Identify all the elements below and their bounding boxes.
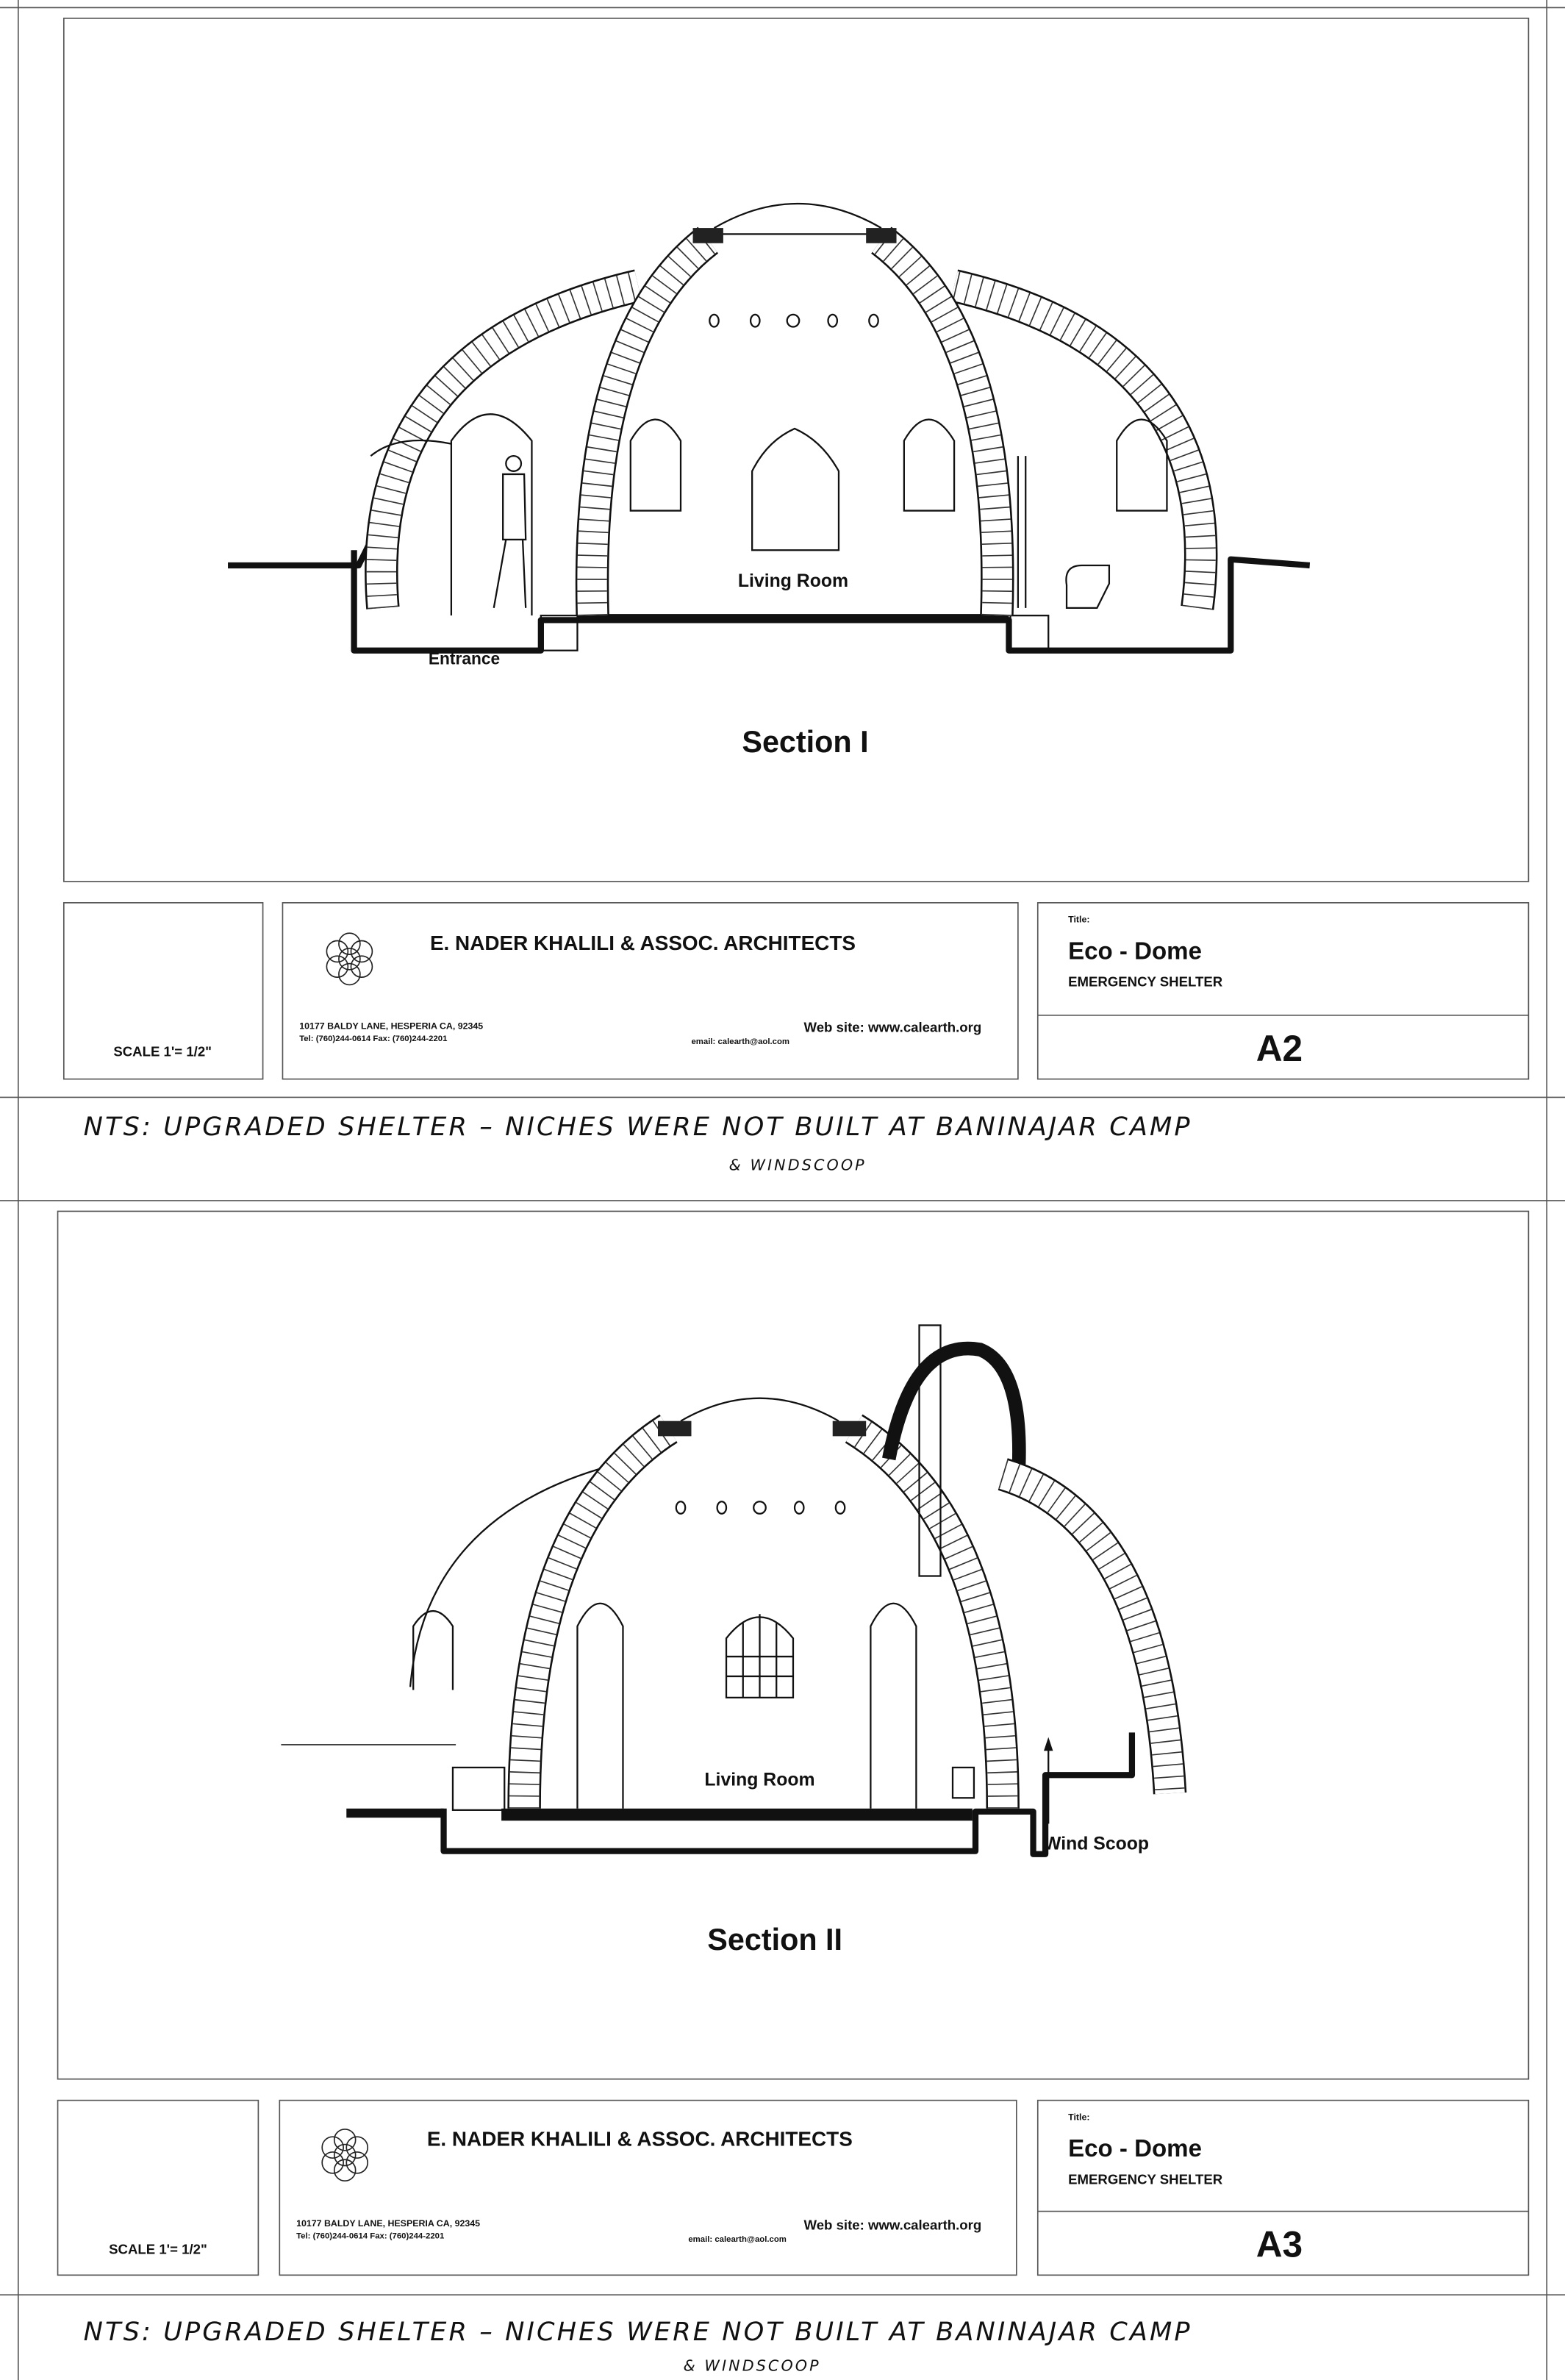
vent-holes	[709, 315, 878, 327]
handwritten-note-line2: & WINDSCOOP	[728, 1156, 867, 1174]
ring-beam	[693, 228, 723, 243]
sheet-number: A2	[1256, 1027, 1303, 1069]
skylight-cap	[681, 1398, 839, 1421]
toilet	[1066, 565, 1109, 608]
firm-phone: Tel: (760)244-0614 Fax: (760)244-2201	[296, 2231, 445, 2241]
section-title: Section II	[707, 1922, 843, 1956]
side-window	[413, 1611, 453, 1690]
ring-beam	[866, 228, 896, 243]
project-title: Eco - Dome	[1068, 2135, 1202, 2163]
entrance-label: Entrance	[428, 648, 501, 668]
firm-email[interactable]: email: calearth@aol.com	[691, 1037, 790, 1047]
project-title: Eco - Dome	[1068, 937, 1202, 965]
firm-email[interactable]: email: calearth@aol.com	[688, 2234, 787, 2244]
entrance-arch	[451, 414, 532, 615]
niche-door	[752, 429, 839, 550]
wind-scoop-label: Wind Scoop	[1044, 1834, 1150, 1854]
floor-slab	[577, 614, 1009, 623]
skylight-cap	[714, 204, 881, 228]
person-figure	[494, 456, 526, 608]
firm-logo	[326, 933, 372, 984]
section-ii-drawing	[281, 1325, 1170, 1956]
firm-name: E. NADER KHALILI & ASSOC. ARCHITECTS	[429, 931, 856, 954]
foundation	[354, 550, 1310, 650]
firm-website[interactable]: Web site: www.calearth.org	[803, 1019, 982, 1035]
scale-text: SCALE 1'= 1/2"	[109, 2241, 207, 2257]
niche-arch	[870, 1604, 916, 1809]
handwritten-note: NTS: UPGRADED SHELTER – NICHES WERE NOT BUILT AT BANINAJAR CAMP	[83, 2317, 1192, 2348]
window	[726, 1614, 793, 1698]
scale-text: SCALE 1'= 1/2"	[113, 1043, 212, 1059]
sheet-number: A3	[1256, 2223, 1303, 2265]
title-label: Title:	[1068, 2112, 1090, 2123]
firm-address: 10177 BALDY LANE, HESPERIA CA, 92345	[296, 2218, 481, 2229]
firm-name: E. NADER KHALILI & ASSOC. ARCHITECTS	[426, 2127, 853, 2151]
project-subtitle: EMERGENCY SHELTER	[1068, 2171, 1223, 2187]
handwritten-note-line2: & WINDSCOOP	[683, 2356, 821, 2375]
niche-arch	[577, 1604, 623, 1809]
handwritten-note: NTS: UPGRADED SHELTER – NICHES WERE NOT BUILT AT BANINAJAR CAMP	[83, 1112, 1192, 1143]
window	[904, 420, 954, 511]
footing	[1011, 615, 1049, 651]
window	[631, 420, 681, 511]
firm-box	[279, 2101, 1016, 2276]
ground-line	[228, 541, 370, 565]
foundation	[444, 1732, 1132, 1854]
room-label: Living Room	[737, 571, 849, 591]
firm-phone: Tel: (760)244-0614 Fax: (760)244-2201	[299, 1034, 448, 1043]
firm-logo	[322, 2129, 368, 2181]
firm-address: 10177 BALDY LANE, HESPERIA CA, 92345	[299, 1021, 484, 1032]
floor-slab	[501, 1809, 973, 1821]
sheet-a3	[58, 1211, 1529, 2374]
room-label: Living Room	[704, 1770, 815, 1790]
vent-holes	[676, 1501, 845, 1514]
project-subtitle: EMERGENCY SHELTER	[1068, 973, 1223, 990]
firm-box	[282, 903, 1017, 1079]
title-label: Title:	[1068, 914, 1090, 925]
section-i-drawing	[228, 204, 1310, 759]
section-title: Section I	[742, 725, 869, 760]
sheet-a2	[64, 18, 1529, 1174]
firm-website[interactable]: Web site: www.calearth.org	[803, 2217, 982, 2233]
